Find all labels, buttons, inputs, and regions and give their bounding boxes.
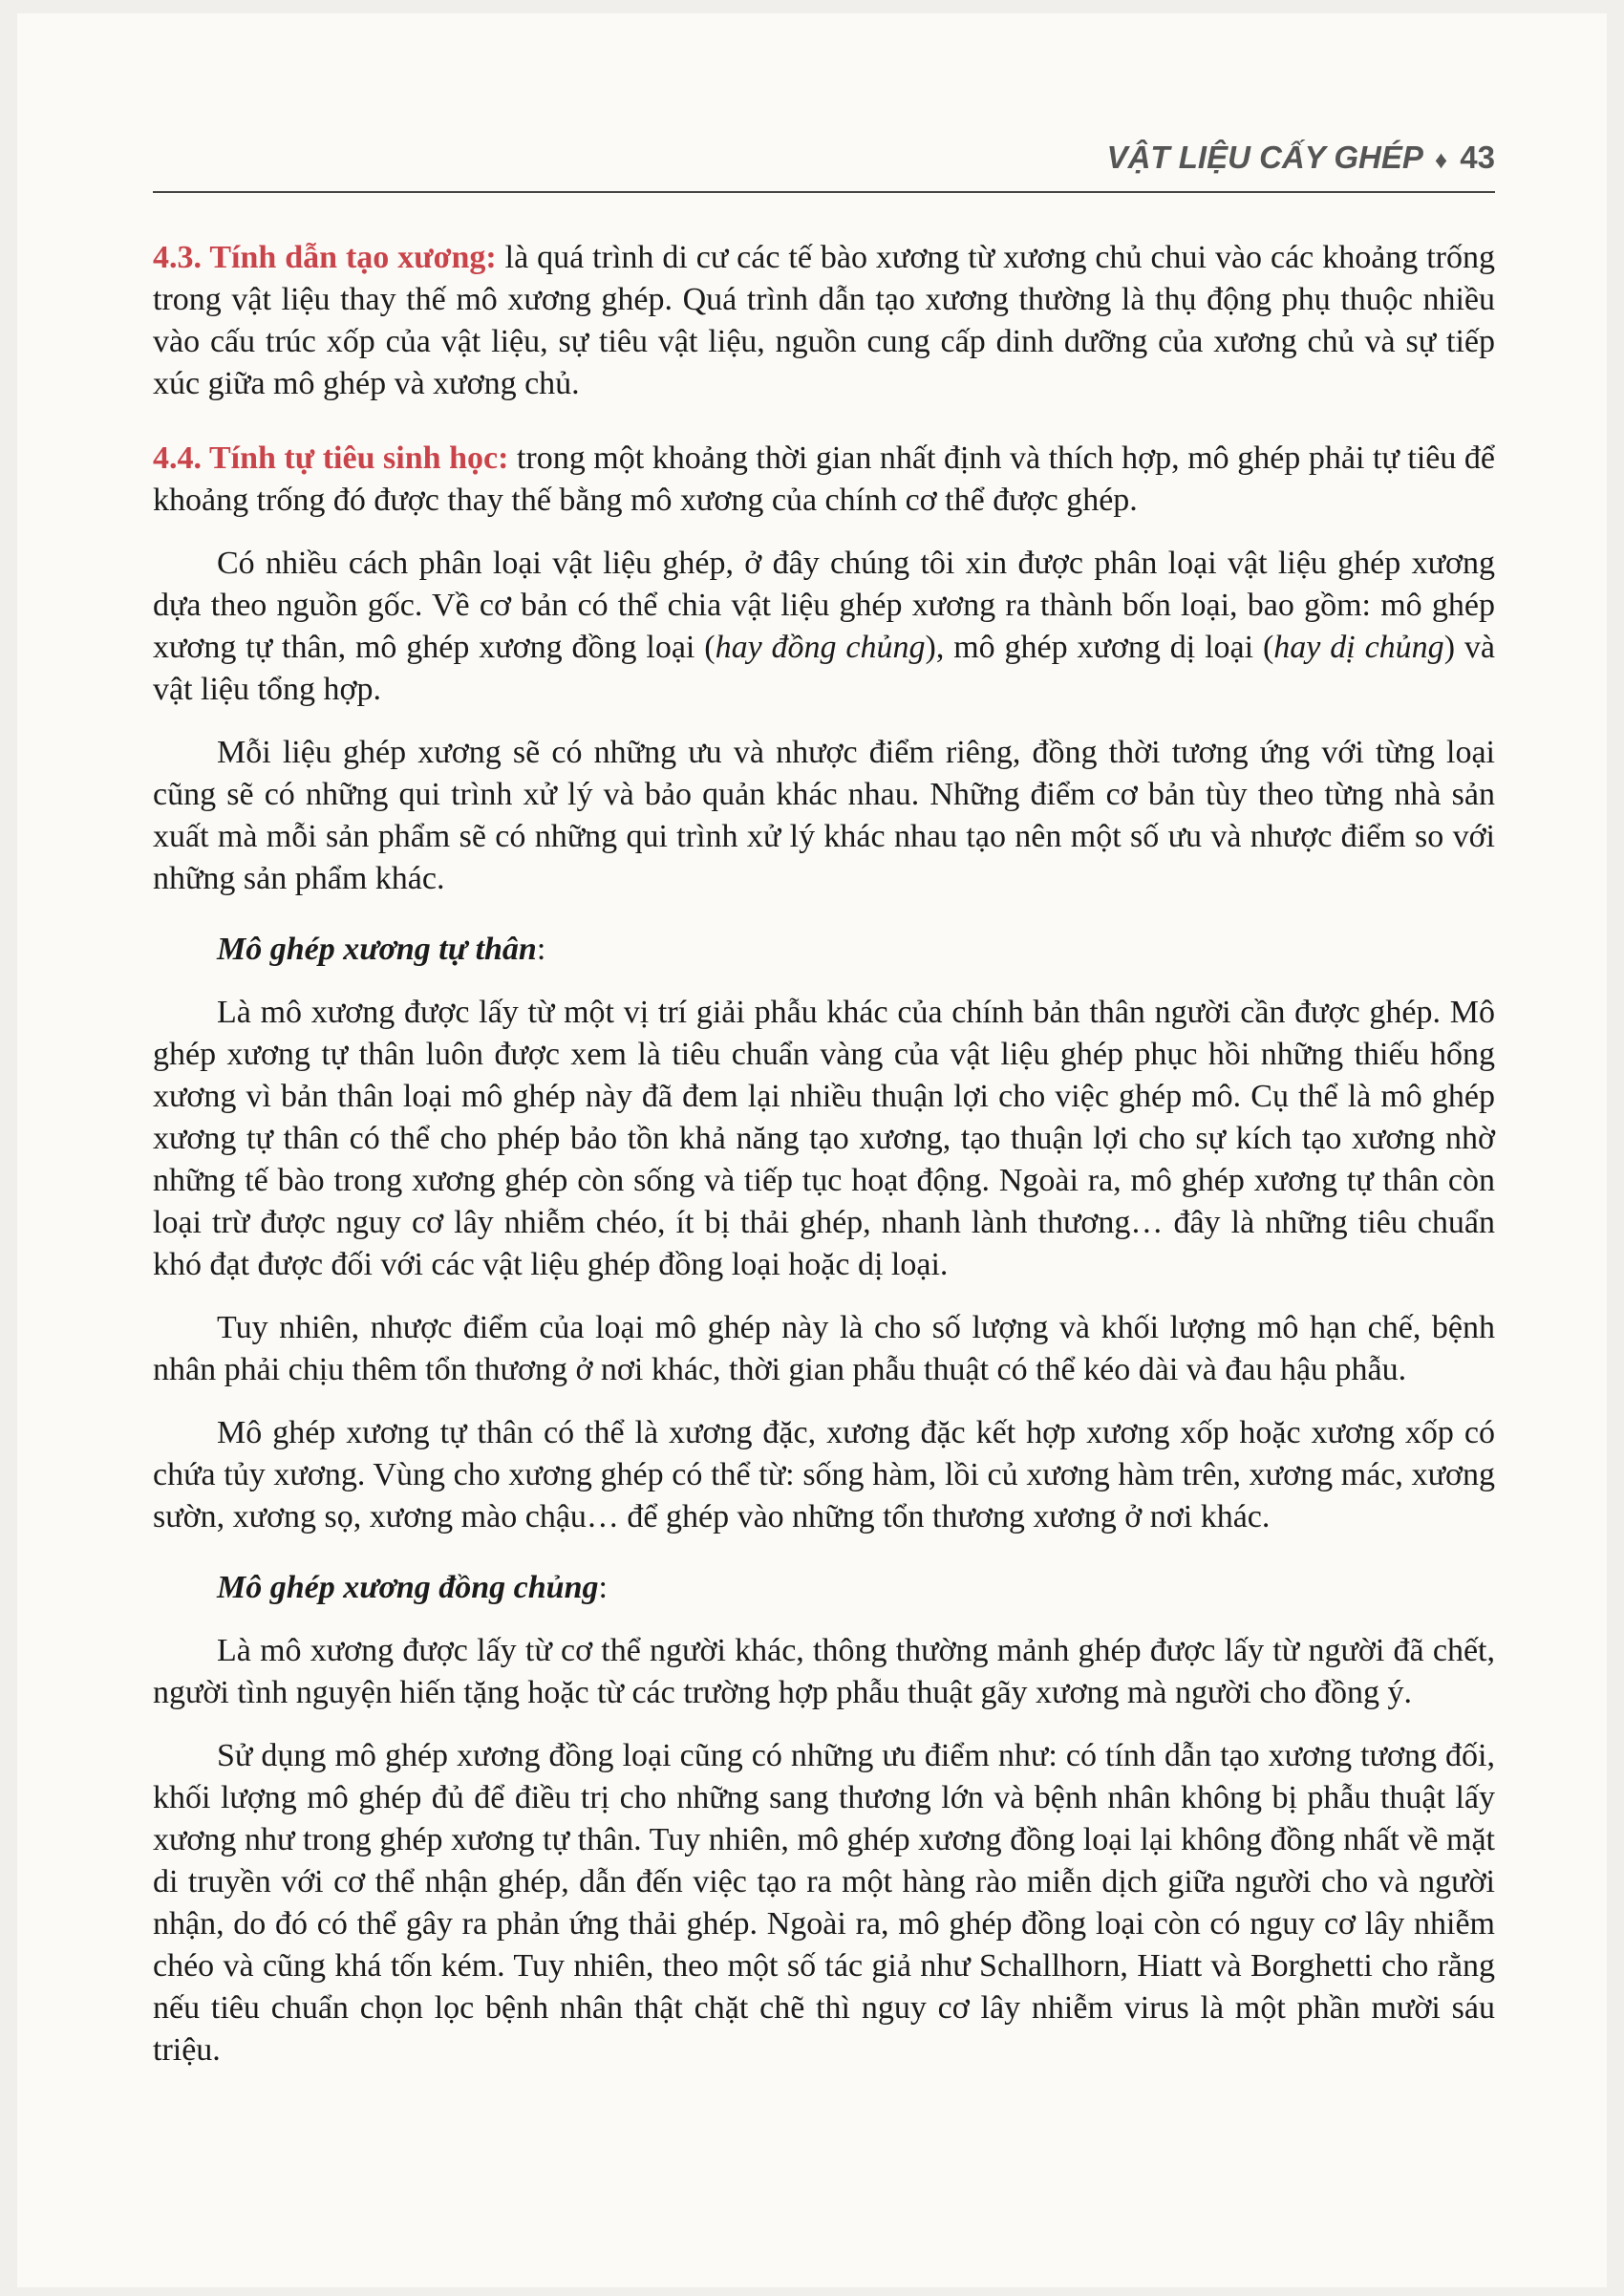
section-4-4 bbox=[153, 438, 1495, 522]
subheading-text: Mô ghép xương đồng chủng bbox=[217, 1570, 599, 1605]
paragraph bbox=[153, 543, 1495, 711]
diamond-icon: ♦ bbox=[1434, 145, 1448, 174]
subheading-text: Mô ghép xương tự thân bbox=[217, 932, 537, 967]
section-4-3 bbox=[153, 237, 1495, 405]
subheading-colon: : bbox=[598, 1570, 608, 1605]
page-header bbox=[153, 115, 1495, 193]
text-run: ), mô ghép xương dị loại ( bbox=[925, 630, 1274, 665]
section-text: trong một khoảng thời gian nhất định và thích hợp, mô ghép phải tự tiêu để khoảng trống đó được thay thế bằng mô xương của chính cơ thể được ghép. bbox=[153, 440, 1495, 518]
italic-term: hay dị chủng bbox=[1273, 630, 1444, 665]
page-number: 43 bbox=[1460, 139, 1495, 175]
text-run: Có nhiều cách phân loại vật liệu ghép, ở đây chúng tôi xin được phân loại vật liệu ghép xương dựa theo nguồn gốc. Về cơ bản có thể chia vật liệu ghép xương ra thành bốn loại, bao gồm: mô ghép xương tự thân, mô ghép xương đồng loại ( bbox=[153, 546, 1495, 665]
body-text bbox=[153, 237, 1495, 2092]
paragraph: Sử dụng mô ghép xương đồng loại cũng có những ưu điểm như: có tính dẫn tạo xương tương đối, khối lượng mô ghép đủ để điều trị cho những sang thương lớn và bệnh nhân không bị phẫu thuật lấy xương như trong ghép xương tự thân. Tuy nhiên, mô ghép xương đồng loại lại không đồng nhất về mặt di truyền với cơ thể nhận ghép, dẫn đến việc tạo ra một hàng rào miễn dịch giữa người cho và người nhận, do đó có thể gây ra phản ứng thải ghép. Ngoài ra, mô ghép đồng loại còn có nguy cơ lây nhiễm chéo và cũng khá tốn kém. Tuy nhiên, theo một số tác giả như Schallhorn, Hiatt và Borghetti cho rằng nếu tiêu chuẩn chọn lọc bệnh nhân thật chặt chẽ thì nguy cơ lây nhiễm virus là một phần mười sáu triệu. bbox=[153, 1738, 1495, 2068]
paragraph: Tuy nhiên, nhược điểm của loại mô ghép này là cho số lượng và khối lượng mô hạn chế, bệnh nhân phải chịu thêm tổn thương ở nơi khác, thời gian phẫu thuật có thể kéo dài và đau hậu phẫu. bbox=[153, 1310, 1495, 1387]
paragraph: Là mô xương được lấy từ cơ thể người khác, thông thường mảnh ghép được lấy từ người đã chết, người tình nguyện hiến tặng hoặc từ các trường hợp phẫu thuật gãy xương mà người cho đồng ý. bbox=[153, 1633, 1495, 1710]
paragraph: Mô ghép xương tự thân có thể là xương đặc, xương đặc kết hợp xương xốp hoặc xương xốp có chứa tủy xương. Vùng cho xương ghép có thể từ: sống hàm, lồi củ xương hàm trên, xương mác, xương sườn, xương sọ, xương mào chậu… để ghép vào những tổn thương xương ở nơi khác. bbox=[153, 1415, 1495, 1534]
section-text: là quá trình di cư các tế bào xương từ xương chủ chui vào các khoảng trống trong vật liệu thay thế mô xương ghép. Quá trình dẫn tạo xương thường là thụ động phụ thuộc nhiều vào cấu trúc xốp của vật liệu, sự tiêu vật liệu, nguồn cung cấp dinh dưỡng của xương chủ và sự tiếp xúc giữa mô ghép và xương chủ. bbox=[153, 240, 1496, 401]
section-heading: 4.3. Tính dẫn tạo xương: bbox=[153, 240, 497, 275]
running-title: VẬT LIỆU CẤY GHÉP bbox=[1106, 139, 1422, 175]
subheading-autograft bbox=[153, 929, 1495, 971]
section-heading: 4.4. Tính tự tiêu sinh học: bbox=[153, 440, 509, 476]
running-header bbox=[1107, 139, 1495, 176]
subheading-colon: : bbox=[536, 932, 546, 967]
italic-term: hay đồng chủng bbox=[715, 630, 926, 665]
text-run: ) và vật liệu tổng hợp. bbox=[153, 630, 1495, 707]
paragraph: Mỗi liệu ghép xương sẽ có những ưu và nhược điểm riêng, đồng thời tương ứng với từng loại cũng sẽ có những qui trình xử lý và bảo quản khác nhau. Những điểm cơ bản tùy theo từng nhà sản xuất mà mỗi sản phẩm sẽ có những qui trình xử lý khác nhau tạo nên một số ưu và nhược điểm so với những sản phẩm khác. bbox=[153, 735, 1495, 896]
paragraph: Là mô xương được lấy từ một vị trí giải phẫu khác của chính bản thân người cần được ghép. Mô ghép xương tự thân luôn được xem là tiêu chuẩn vàng của vật liệu ghép phục hồi những thiếu hổng xương vì bản thân loại mô ghép này đã đem lại nhiều thuận lợi cho việc ghép mô. Cụ thể là mô ghép xương tự thân có thể cho phép bảo tồn khả năng tạo xương, tạo thuận lợi cho sự kích tạo xương nhờ những tế bào trong xương ghép còn sống và tiếp tục hoạt động. Ngoài ra, mô ghép xương tự thân còn loại trừ được nguy cơ lây nhiễm chéo, ít bị thải ghép, nhanh lành thương… đây là những tiêu chuẩn khó đạt được đối với các vật liệu ghép đồng loại hoặc dị loại. bbox=[153, 995, 1495, 1282]
subheading-allograft bbox=[153, 1567, 1495, 1609]
